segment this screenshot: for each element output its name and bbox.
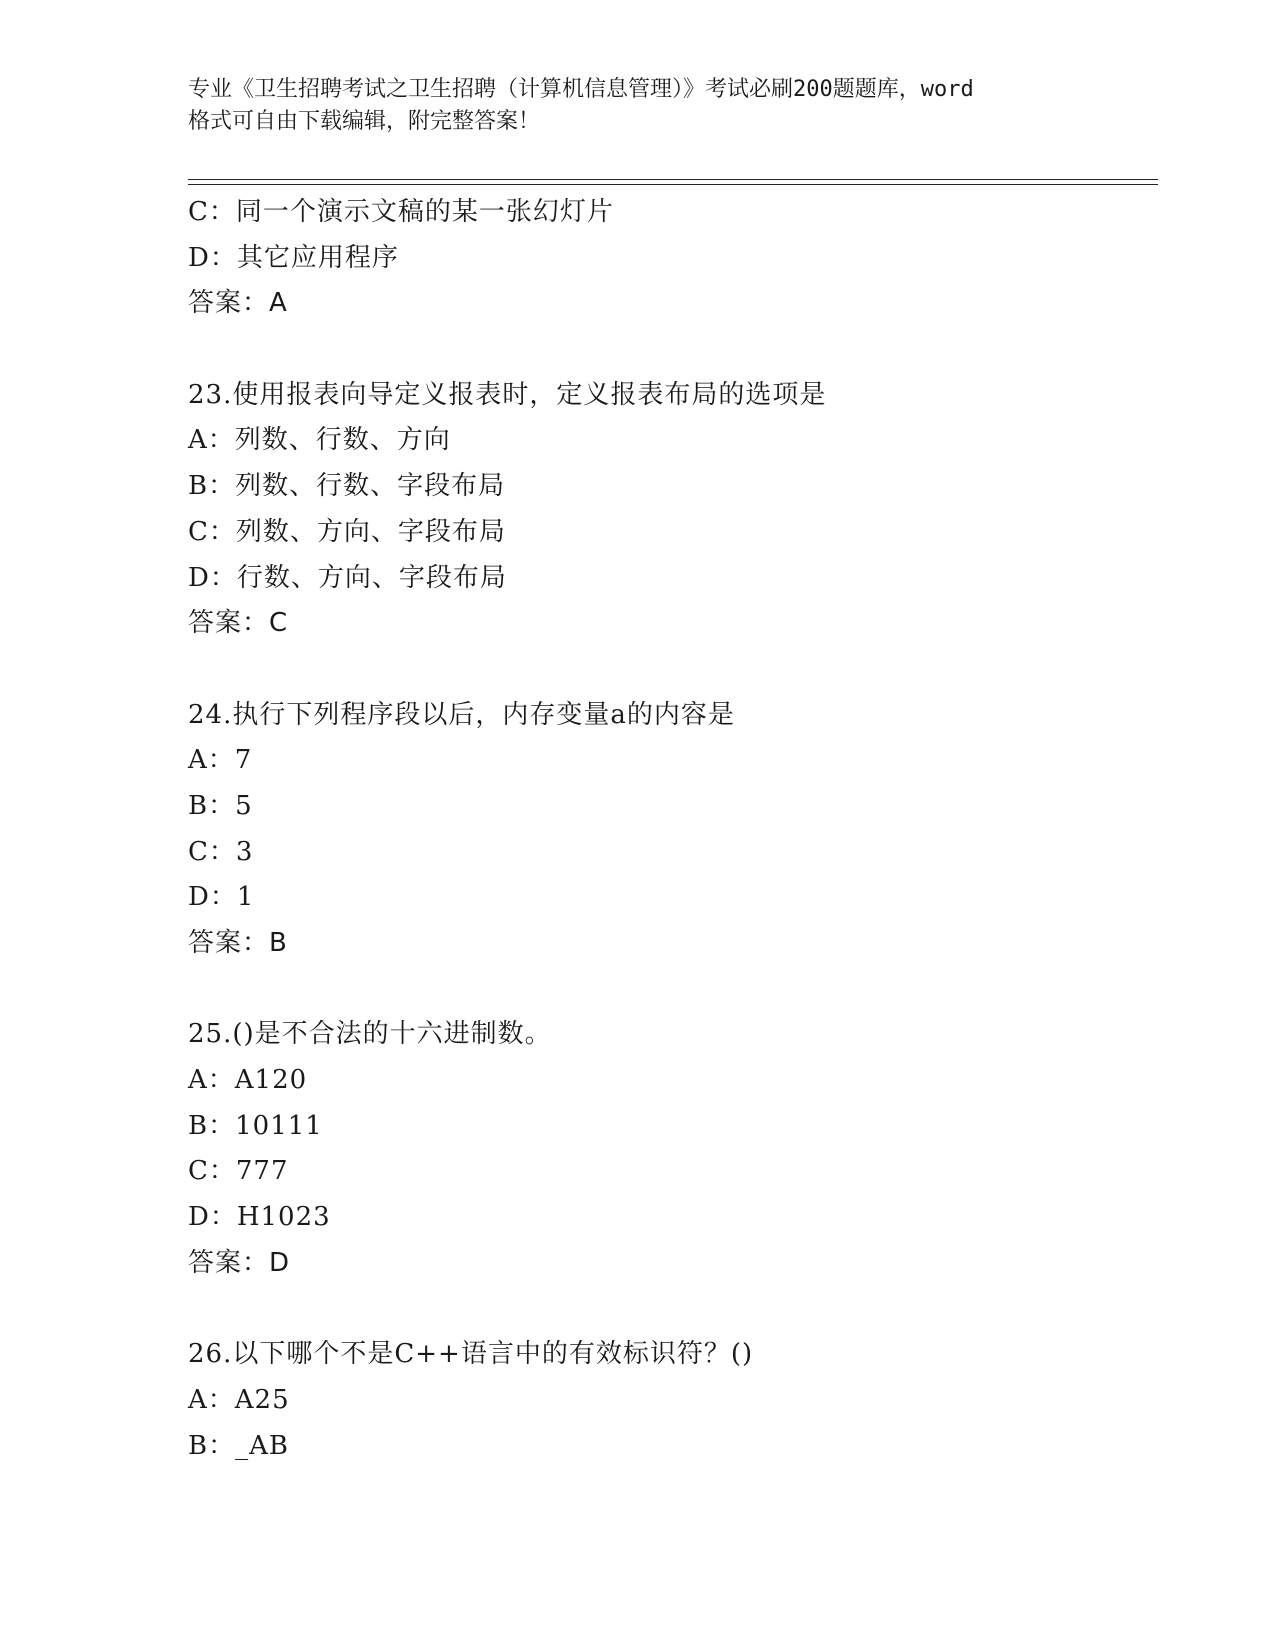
header-divider-bottom	[188, 184, 1158, 185]
option-a: A：7	[188, 745, 253, 776]
option-c: C：777	[188, 1156, 289, 1187]
question-list	[188, 190, 1138, 1469]
option-a: A：列数、行数、方向	[188, 425, 451, 456]
question-block-24	[188, 693, 1138, 967]
option-d: D：其它应用程序	[188, 242, 399, 273]
option-a: A：A25	[188, 1384, 290, 1415]
question-text: 25.()是不合法的十六进制数。	[188, 1019, 552, 1050]
option-c: C：同一个演示文稿的某一张幻灯片	[188, 197, 614, 227]
question-text: 26.以下哪个不是C++语言中的有效标识符？()	[188, 1339, 754, 1370]
option-b: B：列数、行数、字段布局	[188, 471, 506, 502]
question-block-prev	[188, 190, 1138, 327]
option-d: D：1	[188, 882, 255, 913]
document-header	[188, 74, 1088, 138]
header-line-1: 专业《卫生招聘考试之卫生招聘（计算机信息管理）》考试必刷200题题库，word	[188, 77, 974, 102]
spacer	[188, 967, 1138, 1013]
question-block-26	[188, 1332, 1138, 1469]
option-b: B：_AB	[188, 1430, 289, 1461]
answer-line: 答案：B	[188, 928, 288, 958]
question-text: 24.执行下列程序段以后，内存变量a的内容是	[188, 699, 735, 730]
option-b: B：5	[188, 790, 253, 821]
option-b: B：10111	[188, 1110, 323, 1141]
answer-line: 答案：A	[188, 288, 288, 319]
spacer	[188, 647, 1138, 693]
option-d: D：行数、方向、字段布局	[188, 562, 507, 593]
question-text: 23.使用报表向导定义报表时，定义报表布局的选项是	[188, 379, 827, 410]
answer-line: 答案：C	[188, 608, 289, 639]
option-c: C：3	[188, 836, 254, 867]
header-line-2: 格式可自由下载编辑，附完整答案！	[188, 109, 541, 134]
header-divider-top	[188, 179, 1158, 180]
question-block-25	[188, 1012, 1138, 1286]
option-a: A：A120	[188, 1065, 308, 1096]
answer-line: 答案：D	[188, 1247, 291, 1278]
spacer	[188, 1287, 1138, 1333]
spacer	[188, 327, 1138, 373]
option-d: D：H1023	[188, 1202, 331, 1233]
option-c: C：列数、方向、字段布局	[188, 516, 506, 547]
question-block-23	[188, 373, 1138, 647]
